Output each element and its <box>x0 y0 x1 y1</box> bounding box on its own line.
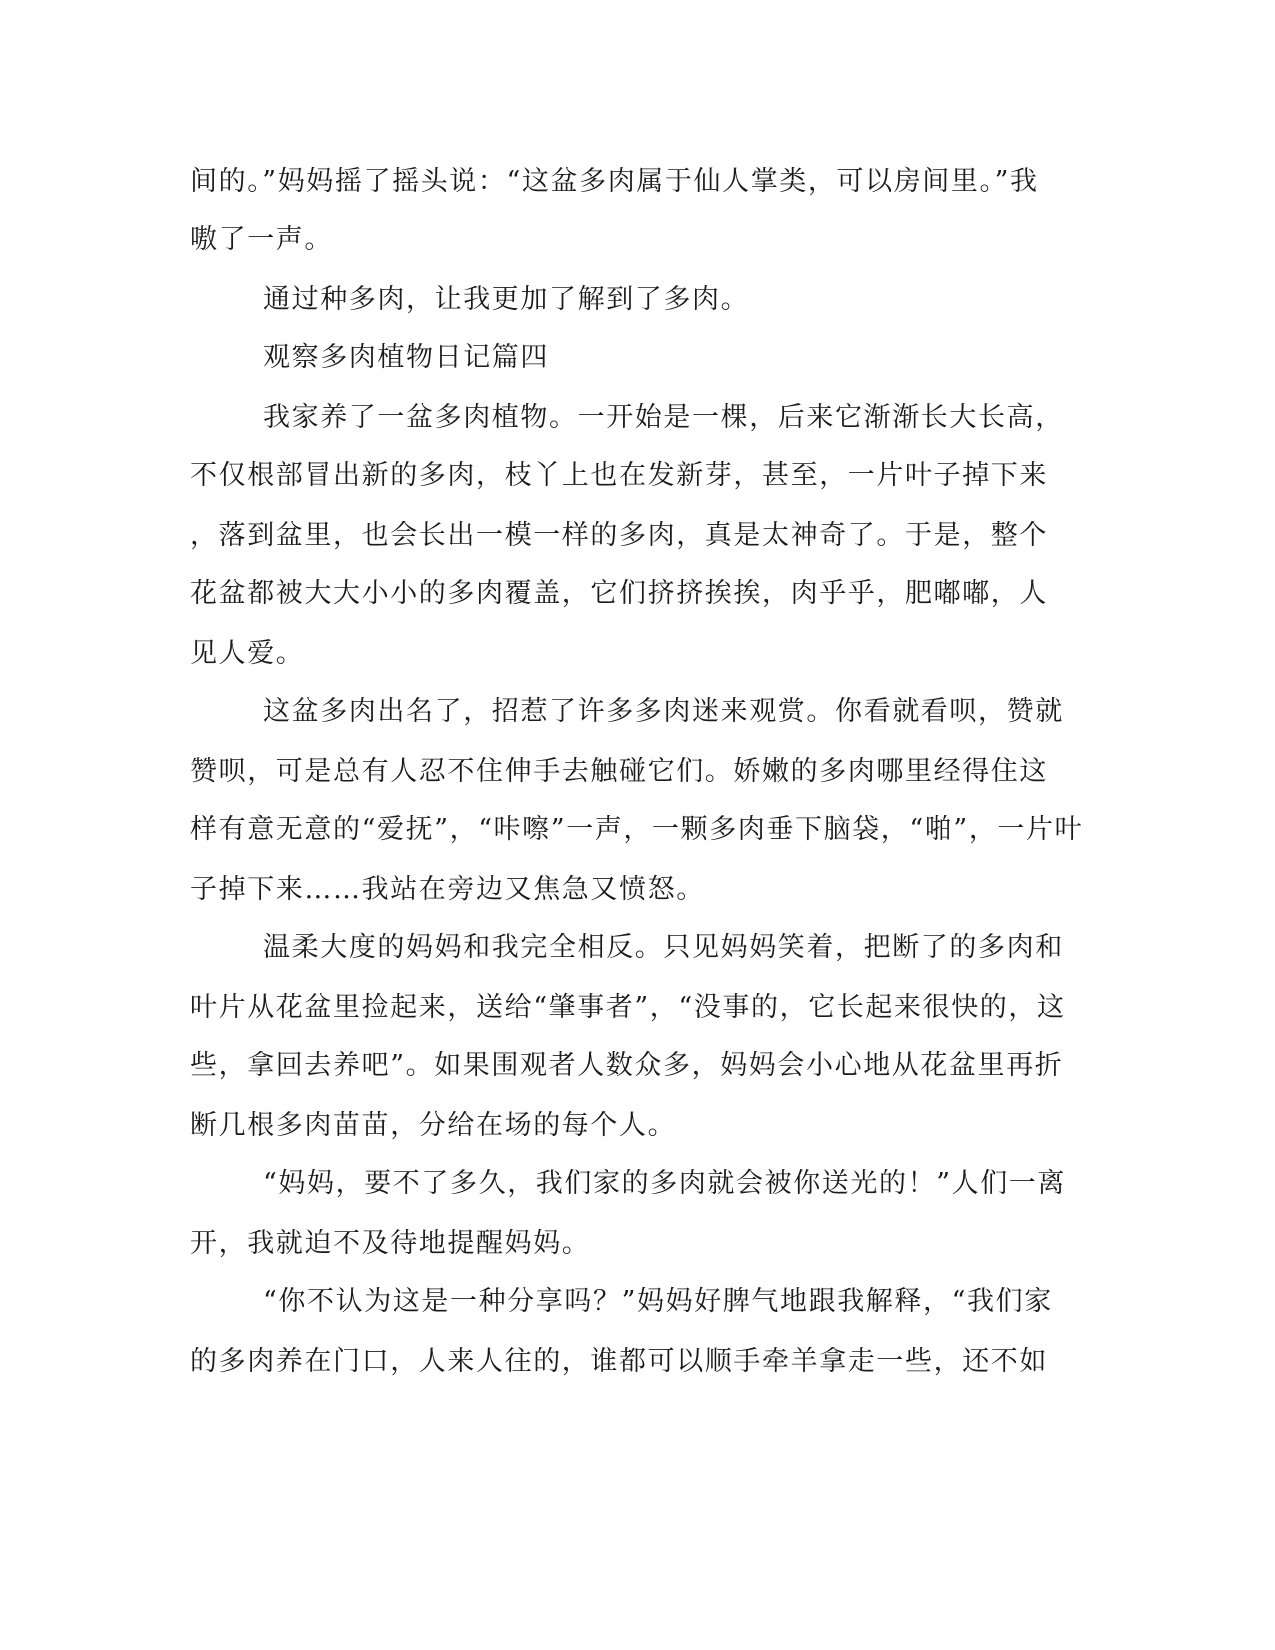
text-line: 赞呗，可是总有人忍不住伸手去触碰它们。娇嫩的多肉哪里经得住这 <box>190 756 1048 787</box>
text-line: 这盆多肉出名了，招惹了许多多肉迷来观赏。你看就看呗，赞就 <box>263 696 1064 727</box>
text-line: 的多肉养在门口，人来人往的，谁都可以顺手牵羊拿走一些，还不如 <box>190 1346 1048 1377</box>
text-line: 温柔大度的妈妈和我完全相反。只见妈妈笑着，把断了的多肉和 <box>263 932 1064 963</box>
text-line: “妈妈，要不了多久，我们家的多肉就会被你送光的！”人们一离 <box>263 1168 1067 1199</box>
text-line: 通过种多肉，让我更加了解到了多肉。 <box>263 284 750 315</box>
text-line: 断几根多肉苗苗，分给在场的每个人。 <box>190 1110 677 1141</box>
text-line: 嗷了一声。 <box>190 224 333 255</box>
section-heading: 观察多肉植物日记篇四 <box>263 342 549 373</box>
text-line: ，落到盆里，也会长出一模一样的多肉，真是太神奇了。于是，整个 <box>190 520 1048 551</box>
text-line: 样有意无意的“爱抚”，“咔嚓”一声，一颗多肉垂下脑袋，“啪”，一片叶 <box>190 814 1084 845</box>
text-line: 些，拿回去养吧”。如果围观者人数众多，妈妈会小心地从花盆里再折 <box>190 1050 1064 1081</box>
text-line: 开，我就迫不及待地提醒妈妈。 <box>190 1228 591 1259</box>
text-line: 见人爱。 <box>190 638 305 669</box>
text-line: 我家养了一盆多肉植物。一开始是一棵，后来它渐渐长大长高， <box>263 402 1064 433</box>
text-line: 叶片从花盆里捡起来，送给“肇事者”，“没事的，它长起来很快的，这 <box>190 992 1066 1023</box>
text-line: 不仅根部冒出新的多肉，枝丫上也在发新芽，甚至，一片叶子掉下来 <box>190 460 1048 491</box>
text-line: “你不认为这是一种分享吗？”妈妈好脾气地跟我解释，“我们家 <box>263 1286 1053 1317</box>
text-line: 间的。”妈妈摇了摇头说：“这盆多肉属于仙人掌类，可以房间里。”我 <box>190 166 1039 197</box>
text-line: 子掉下来……我站在旁边又焦急又愤怒。 <box>190 874 705 905</box>
text-line: 花盆都被大大小小的多肉覆盖，它们挤挤挨挨，肉乎乎，肥嘟嘟，人 <box>190 578 1048 609</box>
